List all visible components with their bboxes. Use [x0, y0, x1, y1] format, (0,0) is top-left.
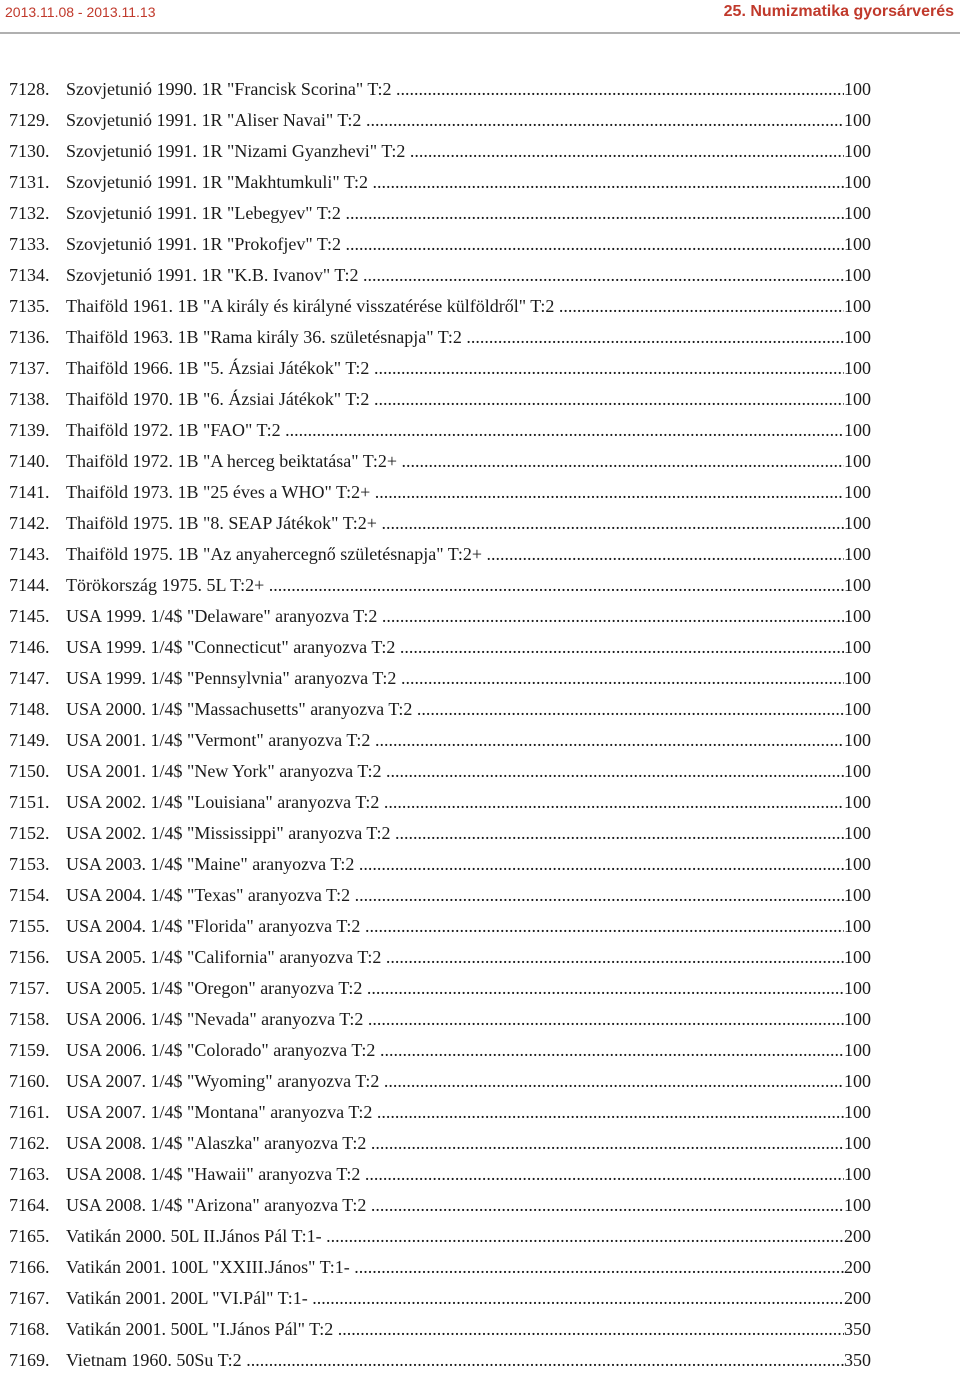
lot-number: 7141.	[9, 482, 50, 502]
lot-row	[9, 663, 871, 694]
lot-number: 7166.	[9, 1257, 50, 1277]
lot-row	[9, 601, 871, 632]
lot-price: 100	[844, 141, 871, 161]
lot-number: 7145.	[9, 606, 50, 626]
lot-row	[9, 1004, 871, 1035]
lot-price: 100	[844, 389, 871, 409]
lot-number: 7140.	[9, 451, 50, 471]
lot-row	[9, 446, 871, 477]
lot-price: 100	[844, 854, 871, 874]
lot-row	[9, 880, 871, 911]
lot-description: USA 2001. 1/4$ "New York" aranyozva T:2 .....	[66, 756, 844, 787]
lot-row	[9, 787, 871, 818]
lot-description: Vietnam 1960. 50Su T:2 .....	[66, 1345, 844, 1376]
lot-number: 7148.	[9, 699, 50, 719]
lot-row	[9, 539, 871, 570]
lot-row	[9, 198, 871, 229]
lot-price: 100	[844, 234, 871, 254]
lot-row	[9, 725, 871, 756]
lot-row	[9, 1159, 871, 1190]
lot-number: 7160.	[9, 1071, 50, 1091]
lot-description: Thaiföld 1970. 1B "6. Ázsiai Játékok" T:2 .....	[66, 384, 844, 415]
lot-description: Thaiföld 1972. 1B "FAO" T:2 .....	[66, 415, 844, 446]
lot-row	[9, 74, 871, 105]
lot-description: Thaiföld 1975. 1B "8. SEAP Játékok" T:2+ .....	[66, 508, 844, 539]
lot-number: 7146.	[9, 637, 50, 657]
lot-price: 100	[844, 1009, 871, 1029]
lot-description: USA 2007. 1/4$ "Wyoming" aranyozva T:2 .....	[66, 1066, 844, 1097]
page-header	[0, 0, 960, 34]
lot-description: Thaiföld 1975. 1B "Az anyahercegnő születésnapja" T:2+ .....	[66, 539, 844, 570]
lot-description: USA 1999. 1/4$ "Delaware" aranyozva T:2 .....	[66, 601, 844, 632]
lot-description: Vatikán 2000. 50L II.János Pál T:1- .....	[66, 1221, 844, 1252]
lot-number: 7143.	[9, 544, 50, 564]
lot-price: 100	[844, 668, 871, 688]
lot-price: 100	[844, 327, 871, 347]
lot-number: 7131.	[9, 172, 50, 192]
lot-price: 100	[844, 761, 871, 781]
lot-description: USA 2008. 1/4$ "Alaszka" aranyozva T:2 .....	[66, 1128, 844, 1159]
lot-number: 7136.	[9, 327, 50, 347]
lot-number: 7130.	[9, 141, 50, 161]
lot-price: 200	[844, 1288, 871, 1308]
lot-row	[9, 229, 871, 260]
lot-price: 100	[844, 885, 871, 905]
lot-number: 7161.	[9, 1102, 50, 1122]
lot-price: 200	[844, 1257, 871, 1277]
lot-description: Thaiföld 1961. 1B "A király és királyné visszatérése külföldről" T:2 .....	[66, 291, 844, 322]
lot-row	[9, 384, 871, 415]
lot-description: USA 2006. 1/4$ "Nevada" aranyozva T:2 .....	[66, 1004, 844, 1035]
lot-price: 200	[844, 1226, 871, 1246]
lot-description: USA 2007. 1/4$ "Montana" aranyozva T:2 .....	[66, 1097, 844, 1128]
lot-row	[9, 694, 871, 725]
lot-number: 7142.	[9, 513, 50, 533]
lot-row	[9, 1345, 871, 1376]
lot-price: 100	[844, 699, 871, 719]
lot-row	[9, 818, 871, 849]
lot-row	[9, 136, 871, 167]
lot-row	[9, 1097, 871, 1128]
lot-row	[9, 1252, 871, 1283]
lot-row	[9, 508, 871, 539]
lot-description: USA 2004. 1/4$ "Texas" aranyozva T:2 .....	[66, 880, 844, 911]
lot-row	[9, 942, 871, 973]
lot-number: 7167.	[9, 1288, 50, 1308]
lot-description: Thaiföld 1973. 1B "25 éves a WHO" T:2+ .....	[66, 477, 844, 508]
lot-description: Szovjetunió 1991. 1R "Nizami Gyanzhevi" T:2 .....	[66, 136, 844, 167]
lot-number: 7133.	[9, 234, 50, 254]
lot-row	[9, 849, 871, 880]
lot-price: 100	[844, 1102, 871, 1122]
lot-number: 7137.	[9, 358, 50, 378]
lot-description: USA 1999. 1/4$ "Pennsylvnia" aranyozva T:2 .....	[66, 663, 844, 694]
lot-number: 7165.	[9, 1226, 50, 1246]
lot-price: 100	[844, 79, 871, 99]
lot-row	[9, 415, 871, 446]
lot-row	[9, 322, 871, 353]
lot-row	[9, 1221, 871, 1252]
lot-description: Szovjetunió 1991. 1R "Prokofjev" T:2 .....	[66, 229, 844, 260]
lot-number: 7168.	[9, 1319, 50, 1339]
lot-price: 100	[844, 916, 871, 936]
lot-row	[9, 973, 871, 1004]
lot-price: 100	[844, 978, 871, 998]
lot-number: 7158.	[9, 1009, 50, 1029]
lot-row	[9, 260, 871, 291]
lot-description: Szovjetunió 1991. 1R "Aliser Navai" T:2 .....	[66, 105, 844, 136]
lot-price: 100	[844, 513, 871, 533]
lot-row	[9, 1066, 871, 1097]
lot-description: Thaiföld 1966. 1B "5. Ázsiai Játékok" T:2 .....	[66, 353, 844, 384]
auction-title: 25. Numizmatika gyorsárverés	[723, 3, 954, 20]
lot-description: Szovjetunió 1990. 1R "Francisk Scorina" T:2 .....	[66, 74, 844, 105]
lot-number: 7152.	[9, 823, 50, 843]
lot-row	[9, 1190, 871, 1221]
lot-number: 7134.	[9, 265, 50, 285]
lot-list	[9, 74, 871, 1376]
lot-row	[9, 1035, 871, 1066]
lot-row	[9, 632, 871, 663]
date-range: 2013.11.08 - 2013.11.13	[5, 4, 156, 20]
lot-description: USA 1999. 1/4$ "Connecticut" aranyozva T:2 .....	[66, 632, 844, 663]
lot-description: USA 2005. 1/4$ "Oregon" aranyozva T:2 .....	[66, 973, 844, 1004]
lot-description: Vatikán 2001. 200L "VI.Pál" T:1- .....	[66, 1283, 844, 1314]
lot-description: Szovjetunió 1991. 1R "Lebegyev" T:2 .....	[66, 198, 844, 229]
lot-number: 7162.	[9, 1133, 50, 1153]
lot-row	[9, 756, 871, 787]
lot-row	[9, 167, 871, 198]
lot-price: 100	[844, 947, 871, 967]
lot-description: Vatikán 2001. 100L "XXIII.János" T:1- .....	[66, 1252, 844, 1283]
lot-number: 7153.	[9, 854, 50, 874]
lot-price: 350	[844, 1319, 871, 1339]
lot-description: Törökország 1975. 5L T:2+ .....	[66, 570, 844, 601]
lot-number: 7151.	[9, 792, 50, 812]
lot-description: USA 2002. 1/4$ "Mississippi" aranyozva T:2 .....	[66, 818, 844, 849]
lot-price: 100	[844, 358, 871, 378]
lot-number: 7150.	[9, 761, 50, 781]
lot-number: 7147.	[9, 668, 50, 688]
lot-price: 100	[844, 1071, 871, 1091]
lot-price: 100	[844, 575, 871, 595]
lot-description: USA 2008. 1/4$ "Arizona" aranyozva T:2 .....	[66, 1190, 844, 1221]
lot-price: 100	[844, 203, 871, 223]
lot-row	[9, 353, 871, 384]
lot-row	[9, 1314, 871, 1345]
lot-description: Szovjetunió 1991. 1R "Makhtumkuli" T:2 .....	[66, 167, 844, 198]
lot-number: 7159.	[9, 1040, 50, 1060]
lot-description: USA 2002. 1/4$ "Louisiana" aranyozva T:2 .....	[66, 787, 844, 818]
lot-number: 7129.	[9, 110, 50, 130]
lot-number: 7164.	[9, 1195, 50, 1215]
lot-price: 100	[844, 1040, 871, 1060]
lot-price: 100	[844, 1164, 871, 1184]
lot-number: 7139.	[9, 420, 50, 440]
lot-number: 7135.	[9, 296, 50, 316]
lot-description: Vatikán 2001. 500L "I.János Pál" T:2 .....	[66, 1314, 844, 1345]
lot-description: USA 2001. 1/4$ "Vermont" aranyozva T:2 .....	[66, 725, 844, 756]
lot-number: 7149.	[9, 730, 50, 750]
lot-row	[9, 105, 871, 136]
lot-description: USA 2005. 1/4$ "California" aranyozva T:2 .....	[66, 942, 844, 973]
lot-number: 7128.	[9, 79, 50, 99]
lot-price: 100	[844, 606, 871, 626]
lot-description: USA 2006. 1/4$ "Colorado" aranyozva T:2 .....	[66, 1035, 844, 1066]
lot-description: Szovjetunió 1991. 1R "K.B. Ivanov" T:2 .....	[66, 260, 844, 291]
lot-price: 100	[844, 792, 871, 812]
lot-row	[9, 291, 871, 322]
lot-row	[9, 570, 871, 601]
lot-price: 100	[844, 1195, 871, 1215]
lot-number: 7157.	[9, 978, 50, 998]
lot-price: 100	[844, 420, 871, 440]
lot-number: 7138.	[9, 389, 50, 409]
lot-price: 100	[844, 1133, 871, 1153]
lot-price: 100	[844, 823, 871, 843]
lot-description: Thaiföld 1972. 1B "A herceg beiktatása" T:2+ .....	[66, 446, 844, 477]
lot-row	[9, 911, 871, 942]
lot-price: 100	[844, 172, 871, 192]
lot-description: USA 2003. 1/4$ "Maine" aranyozva T:2 .....	[66, 849, 844, 880]
lot-price: 100	[844, 544, 871, 564]
lot-price: 350	[844, 1350, 871, 1370]
lot-row	[9, 477, 871, 508]
lot-price: 100	[844, 296, 871, 316]
lot-description: USA 2008. 1/4$ "Hawaii" aranyozva T:2 .....	[66, 1159, 844, 1190]
lot-row	[9, 1283, 871, 1314]
lot-price: 100	[844, 110, 871, 130]
lot-number: 7154.	[9, 885, 50, 905]
lot-number: 7155.	[9, 916, 50, 936]
lot-price: 100	[844, 451, 871, 471]
lot-number: 7144.	[9, 575, 50, 595]
lot-price: 100	[844, 637, 871, 657]
lot-number: 7169.	[9, 1350, 50, 1370]
lot-number: 7132.	[9, 203, 50, 223]
lot-description: USA 2004. 1/4$ "Florida" aranyozva T:2 .....	[66, 911, 844, 942]
lot-number: 7156.	[9, 947, 50, 967]
lot-price: 100	[844, 482, 871, 502]
lot-description: Thaiföld 1963. 1B "Rama király 36. születésnapja" T:2 .....	[66, 322, 844, 353]
lot-number: 7163.	[9, 1164, 50, 1184]
lot-description: USA 2000. 1/4$ "Massachusetts" aranyozva T:2 .....	[66, 694, 844, 725]
lot-row	[9, 1128, 871, 1159]
lot-price: 100	[844, 730, 871, 750]
lot-price: 100	[844, 265, 871, 285]
